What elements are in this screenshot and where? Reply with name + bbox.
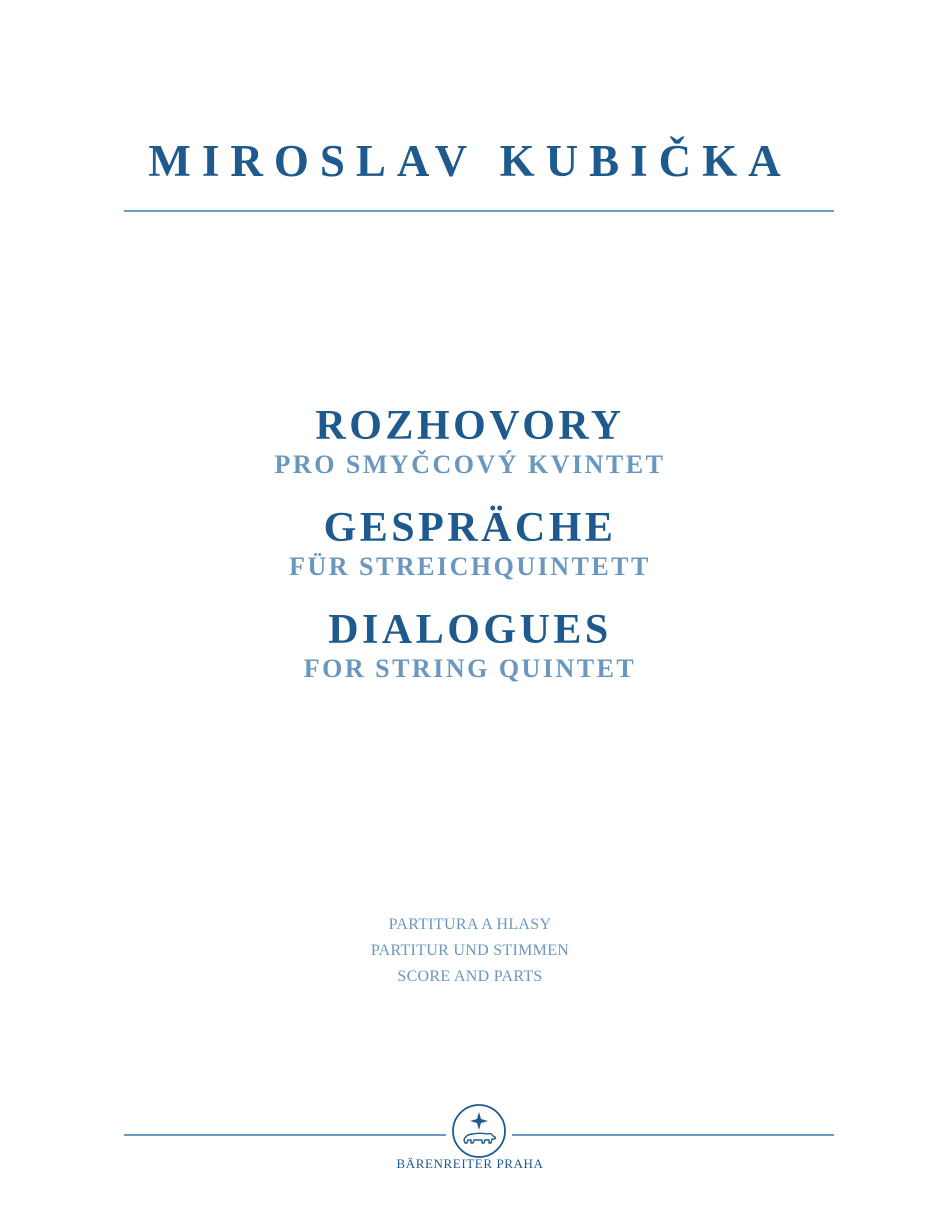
composer-name: MIROSLAV KUBIČKA (148, 136, 792, 186)
baerenreiter-bear-star-icon (450, 1102, 508, 1160)
bottom-divider-right (512, 1134, 834, 1136)
title-english: DIALOGUES (328, 607, 612, 653)
subtitle-german: FÜR STREICHQUINTETT (289, 552, 651, 581)
format-english: SCORE AND PARTS (397, 968, 543, 985)
bottom-divider-left (124, 1134, 446, 1136)
subtitle-czech: PRO SMYČCOVÝ KVINTET (274, 450, 666, 479)
edition-format-block (0, 912, 940, 990)
title-german: GESPRÄCHE (323, 505, 617, 551)
top-divider (124, 210, 834, 212)
format-german: PARTITUR UND STIMMEN (370, 942, 570, 959)
publisher-name: BÄRENREITER PRAHA (396, 1156, 544, 1171)
format-czech: PARTITURA A HLASY (388, 916, 552, 933)
title-czech: ROZHOVORY (315, 403, 625, 449)
subtitle-english: FOR STRING QUINTET (303, 654, 637, 683)
title-block (0, 402, 940, 708)
